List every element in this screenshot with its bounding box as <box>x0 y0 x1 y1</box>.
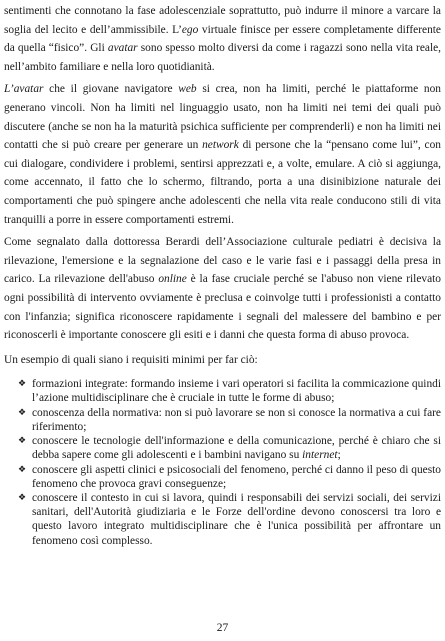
text-run-italic: ego <box>181 23 199 36</box>
text-run-italic: network <box>202 139 239 152</box>
list-item <box>4 434 441 462</box>
text-run-italic: avatar <box>107 42 138 55</box>
text-run: è la fase cruciale perché se l'abuso non viene rilevato ogni possibilità di intervento ovviamente è preclusa e coinvolge tutti i professionisti a contatto con l'infanzia; significa riconoscere rapidamente i segnali del malessere del bambino e per riconoscerli è importante conoscere gli esiti e i danni che questa forma di abuso provoca. <box>4 273 441 342</box>
text-run: che il giovane navigatore <box>43 83 179 96</box>
diamond-bullet-icon: ❖ <box>18 492 27 503</box>
list-item-text: conoscenza della normativa: non si può lavorare se non si conosce la normativa a cui fare riferimento; <box>32 406 441 433</box>
diamond-bullet-icon: ❖ <box>18 436 27 447</box>
text-run: si crea, non ha limiti, perché le piattaforme non generano vincoli. Non ha limiti nel linguaggio usato, non ha limiti nei temi dei quali può discutere (anche se non ha la maturità psichica sufficiente per comprenderli) e non ha limiti nei contatti che si può creare per generare un <box>4 83 441 152</box>
text-run: sono spesso molto diversi da come i ragazzi sono nella vita reale, nell’ambito familiare e nella loro quotidianità. <box>4 42 442 73</box>
list-item <box>4 491 441 548</box>
list-item-text: ; <box>337 449 341 462</box>
list-item-text: conoscere le tecnologie dell'informazione e della comunicazione, perché è chiaro che si debba sapere come gli adolescenti e i bambini navigano su <box>32 435 441 462</box>
list-item <box>4 377 441 405</box>
requirements-list <box>4 377 441 547</box>
body-paragraph-2 <box>4 80 441 229</box>
text-run: virtuale finisce per essere completamente differente da quella “fisico”. Gli <box>4 23 441 55</box>
text-run: sentimenti che connotano la fase adolescenziale soprattutto, può indurre il minore a varcare la soglia del lecito e dell’ammissibile. L’ <box>4 5 441 36</box>
document-page <box>4 2 441 548</box>
text-run: Come segnalato dalla dottoressa Berardi dell’Associazione culturale pediatri è decisiva la rilevazione, l'emersione e la segnalazione del caso e le varie fasi e i passaggi della presa in carico. La rilevazione dell'abuso <box>4 236 441 286</box>
list-item-text: conoscere il contesto in cui si lavora, quindi i responsabili dei servizi sociali, dei servizi sanitari, dell'Autorità giudiziaria e le Forze dell'ordine devono conoscersi tra loro e questo lavoro integrato multidisciplinare che è l'unica possibilità per affrontare un fenomeno così complesso. <box>32 491 441 547</box>
diamond-bullet-icon: ❖ <box>18 464 27 475</box>
text-run-italic: web <box>178 83 197 96</box>
page-number: 27 <box>216 622 229 634</box>
list-item-text-italic: internet <box>302 449 338 462</box>
diamond-bullet-icon: ❖ <box>18 379 27 390</box>
body-paragraph-3 <box>4 233 441 345</box>
body-paragraph-1 <box>4 2 441 76</box>
list-item <box>4 406 441 434</box>
text-run-italic: L’avatar <box>4 83 44 96</box>
list-item-text: formazioni integrate: formando insieme i vari operatori si facilita la commicazione quindi l’azione multidisciplinare che è cruciale in tutte le forme di abuso; <box>32 378 441 405</box>
list-item <box>4 463 441 491</box>
text-run-italic: online <box>158 273 187 286</box>
list-intro: Un esempio di quali siano i requisiti minimi per far ciò: <box>4 353 258 366</box>
list-item-text: conoscere gli aspetti clinici e psicosociali del fenomeno, perché ci danno il peso di questo fenomeno che provoca gravi conseguenze; <box>32 463 441 490</box>
text-run: di persone che la “pensano come lui”, con cui dialogare, condividere i problemi, sentirsi apprezzati e, a volte, emulare. A ciò si aggiunga, come accennato, il fatto che lo schermo, filtrando, porta a una disinibizione naturale dei comportamenti che può spingere anche adolescenti che nella vita reale conducono stili di vita tranquilli a porre in essere comportamenti estremi. <box>4 139 441 226</box>
diamond-bullet-icon: ❖ <box>18 407 27 418</box>
